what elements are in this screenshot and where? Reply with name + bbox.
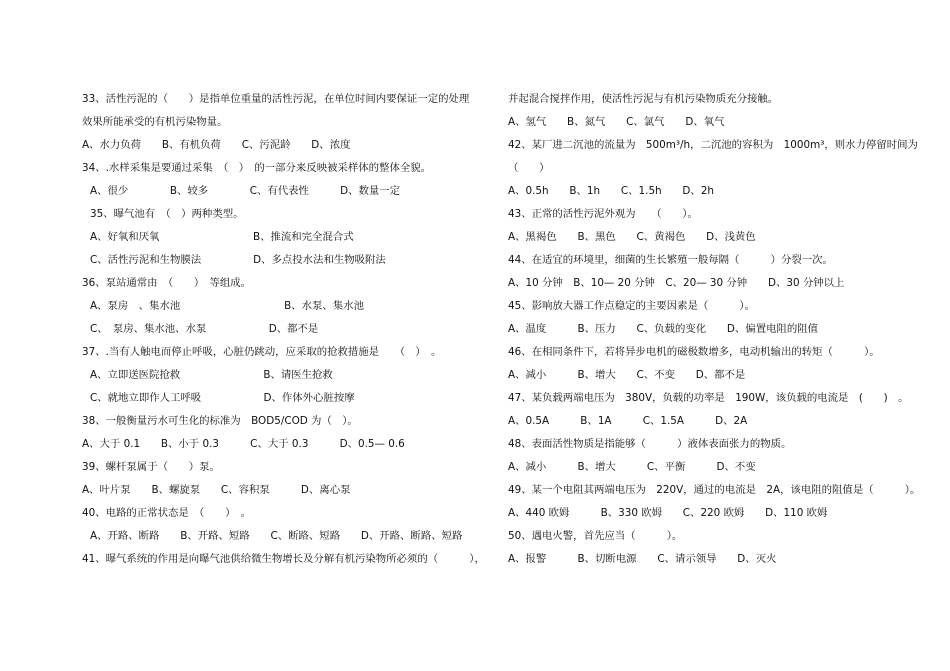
answer-options-line: A、减小 B、增大 C、不变 D、都不是 bbox=[508, 369, 746, 381]
question-line: 40、电路的正常状态是 （ ） 。 bbox=[82, 507, 252, 519]
answer-options-line: A、好氧和厌氧 B、推流和完全混合式 bbox=[90, 231, 354, 243]
question-line: 49、某一个电阻其两端电压为 220V，通过的电流是 2A，该电阻的阻值是（ ）。 bbox=[508, 484, 921, 496]
answer-options-line: A、温度 B、压力 C、负载的变化 D、偏置电阻的阻值 bbox=[508, 323, 819, 335]
answer-options-line: A、很少 B、较多 C、有代表性 D、数量一定 bbox=[90, 185, 401, 197]
answer-options-line: A、氢气 B、氮气 C、氯气 D、氧气 bbox=[508, 116, 725, 128]
question-line: 42、某厂进二沉池的流量为 500m³/h，二沉池的容积为 1000m³，则水力停留时间为 bbox=[508, 139, 918, 151]
answer-options-line: A、开路、断路 B、开路、短路 C、断路、短路 D、开路、断路、短路 bbox=[90, 530, 463, 542]
answer-options-line: C、就地立即作人工呼吸 D、作体外心脏按摩 bbox=[90, 392, 355, 404]
question-line: （ ） bbox=[508, 162, 550, 174]
question-line: 44、在适宜的环境里，细菌的生长繁殖一般每隔（ ）分裂一次。 bbox=[508, 254, 833, 266]
answer-options-line: A、报警 B、切断电源 C、请示领导 D、灭火 bbox=[508, 553, 777, 565]
answer-options-line: A、立即送医院抢救 B、请医生抢救 bbox=[90, 369, 333, 381]
answer-options-line: A、440 欧姆 B、330 欧姆 C、220 欧姆 D、110 欧姆 bbox=[508, 507, 828, 519]
question-line: 46、在相同条件下，若将异步电机的磁极数增多，电动机输出的转矩（ ）。 bbox=[508, 346, 880, 358]
answer-options-line: A、0.5A B、1A C、1.5A D、2A bbox=[508, 415, 748, 427]
question-line: 33、活性污泥的（ ）是指单位重量的活性污泥，在单位时间内要保证一定的处理 bbox=[82, 93, 470, 105]
answer-options-line: A、大于 0.1 B、小于 0.3 C、大于 0.3 D、0.5— 0.6 bbox=[82, 438, 405, 450]
answer-options-line: C、 泵房、集水池、水泵 D、都不是 bbox=[90, 323, 319, 335]
answer-options-line: A、叶片泵 B、螺旋泵 C、容积泵 D、离心泵 bbox=[82, 484, 351, 496]
answer-options-line: C、活性污泥和生物膜法 D、多点投水法和生物吸附法 bbox=[90, 254, 386, 266]
question-line: 38、一般衡量污水可生化的标准为 BOD5/COD 为（ ）。 bbox=[82, 415, 358, 427]
question-line: 39、螺杆泵属于（ ）泵。 bbox=[82, 461, 220, 473]
answer-options-line: A、减小 B、增大 C、平衡 D、不变 bbox=[508, 461, 756, 473]
answer-options-line: A、水力负荷 B、有机负荷 C、污泥龄 D、浓度 bbox=[82, 139, 351, 151]
question-line: 50、遇电火警，首先应当（ ）。 bbox=[508, 530, 683, 542]
answer-options-line: A、10 分钟 B、10— 20 分钟 C、20— 30 分钟 D、30 分钟以上 bbox=[508, 277, 845, 289]
question-line: 35、曝气池有 （ ）两种类型。 bbox=[90, 208, 244, 220]
question-line: 37、.当有人触电而停止呼吸，心脏仍跳动，应采取的抢救措施是 （ ） 。 bbox=[82, 346, 442, 358]
answer-options-line: A、黑褐色 B、黑色 C、黄褐色 D、浅黄色 bbox=[508, 231, 756, 243]
question-line: 48、表面活性物质是指能够（ ）液体表面张力的物质。 bbox=[508, 438, 792, 450]
question-line: 45、影响放大器工作点稳定的主要因素是（ ）。 bbox=[508, 300, 756, 312]
question-line: 34、.水样采集是要通过采集 （ ） 的一部分来反映被采样体的整体全貌。 bbox=[82, 162, 432, 174]
question-line: 47、某负载两端电压为 380V，负载的功率是 190W，该负载的电流是 ( ) 。 bbox=[508, 392, 909, 404]
answer-options-line: A、泵房 、集水池 B、水泵、集水池 bbox=[90, 300, 364, 312]
answer-options-line: A、0.5h B、1h C、1.5h D、2h bbox=[508, 185, 715, 197]
right-column bbox=[508, 88, 921, 571]
left-column bbox=[82, 88, 492, 571]
question-line: 41、曝气系统的作用是向曝气池供给微生物增长及分解有机污染物所必须的（ ）， bbox=[82, 553, 485, 565]
question-line: 效果所能承受的有机污染物量。 bbox=[82, 116, 228, 128]
question-line: 并起混合搅拌作用，使活性污泥与有机污染物质充分接触。 bbox=[508, 93, 779, 105]
question-line: 36、泵站通常由 （ ） 等组成。 bbox=[82, 277, 252, 289]
question-line: 43、正常的活性污泥外观为 （ ）。 bbox=[508, 208, 698, 220]
